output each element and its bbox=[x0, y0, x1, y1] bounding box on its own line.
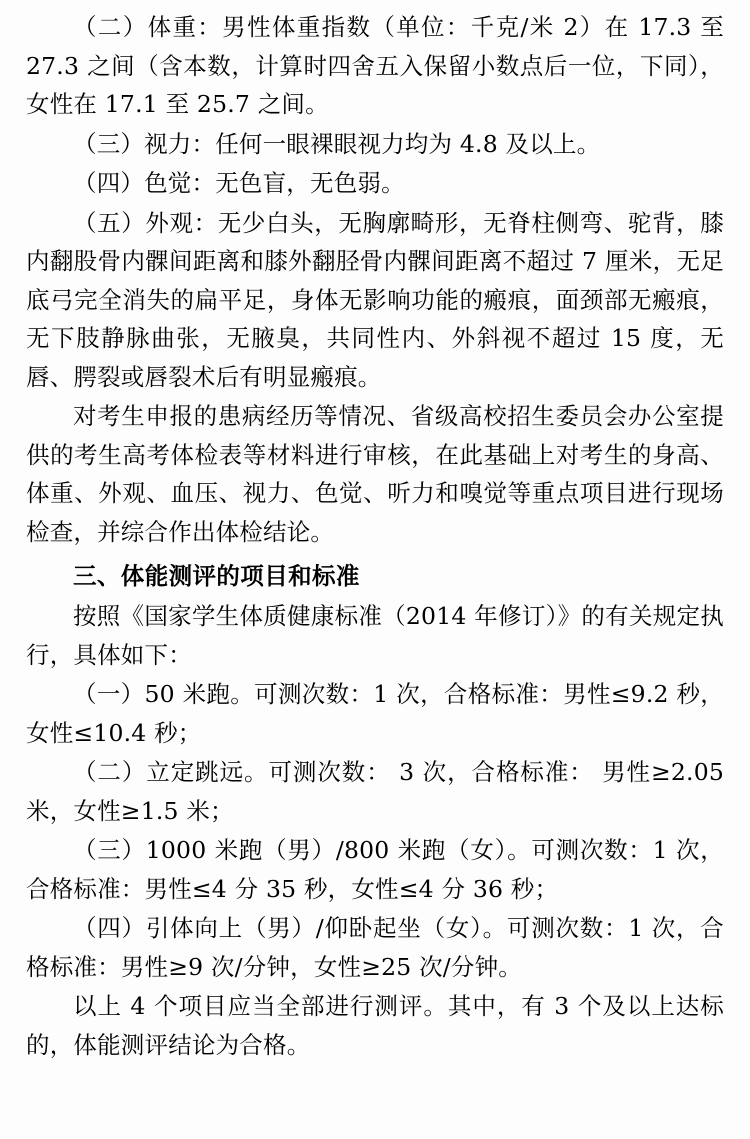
paragraph-test-3-run: （三）1000 米跑（男）/800 米跑（女）。可测次数：1 次，合格标准：男性≤4 分 35 秒，女性≤4 分 36 秒； bbox=[26, 836, 724, 903]
section-heading-physical-test: 三、体能测评的项目和标准 bbox=[73, 562, 360, 590]
paragraph-review: 对考生申报的患病经历等情况、省级高校招生委员会办公室提供的考生高考体检表等材料进行审核，在此基础上对考生的身高、体重、外观、血压、视力、色觉、听力和嗅觉等重点项目进行现场检查，并综合作出体检结论。 bbox=[26, 402, 724, 546]
paragraph-conclusion: 以上 4 个项目应当全部进行测评。其中，有 3 个及以上达标的，体能测评结论为合格。 bbox=[26, 992, 724, 1059]
paragraph-item-5-appearance: （五）外观：无少白头，无胸廓畸形，无脊柱侧弯、驼背，膝内翻股骨内髁间距离和膝外翻胫骨内髁间距离不超过 7 厘米，无足底弓完全消失的扁平足，身体无影响功能的瘢痕，面颈部无瘢痕，无下肢静脉曲张，无腋臭，共同性内、外斜视不超过 15 度，无唇、腭裂或唇裂术后有明显瘢痕。 bbox=[26, 208, 724, 391]
paragraph-standard-reference: 按照《国家学生体质健康标准（2014 年修订）》的有关规定执行，具体如下： bbox=[26, 602, 724, 669]
paragraph-item-4-color-vision: （四）色觉：无色盲，无色弱。 bbox=[73, 169, 405, 197]
paragraph-test-1-50m: （一）50 米跑。可测次数：1 次，合格标准：男性≤9.2 秒，女性≤10.4 秒； bbox=[26, 680, 724, 747]
paragraph-test-4-pullup-situp: （四）引体向上（男）/仰卧起坐（女）。可测次数：1 次，合格标准：男性≥9 次/分钟，女性≥25 次/分钟。 bbox=[26, 914, 724, 981]
paragraph-item-3-vision: （三）视力：任何一眼裸眼视力均为 4.8 及以上。 bbox=[73, 129, 601, 158]
paragraph-test-2-long-jump: （二）立定跳远。可测次数： 3 次，合格标准： 男性≥2.05 米，女性≥1.5 米； bbox=[26, 758, 724, 825]
paragraph-item-2-weight: （二）体重：男性体重指数（单位：千克/米 2）在 17.3 至 27.3 之间（含本数，计算时四舍五入保留小数点后一位，下同），女性在 17.1 至 25.7 之间。 bbox=[26, 13, 724, 118]
